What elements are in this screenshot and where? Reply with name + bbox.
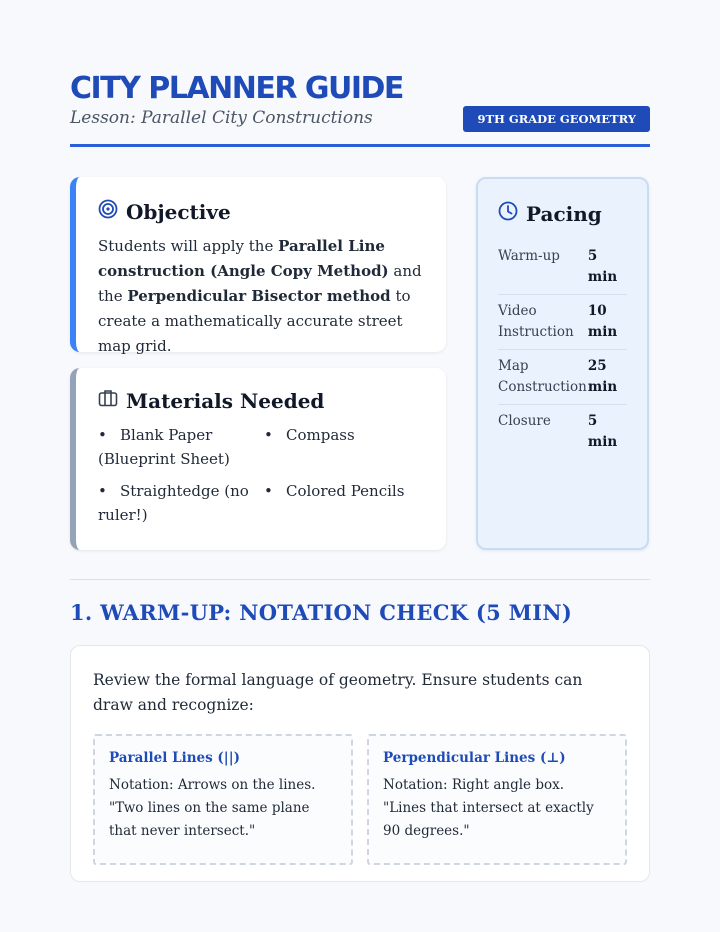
warmup-card — [70, 645, 650, 882]
list-item: • Colored Pencils — [264, 482, 405, 500]
briefcase-icon — [98, 388, 118, 413]
pacing-list — [498, 240, 627, 459]
list-item: • Compass — [264, 426, 355, 444]
objective-card — [70, 177, 446, 355]
pacing-row: Warm-up 5 min — [498, 240, 627, 295]
list-item: • Straightedge (no ruler!) — [98, 482, 249, 524]
notation-body: Notation: Right angle box. "Lines that intersect at exactly 90 degrees." — [383, 777, 594, 839]
notation-title: Perpendicular Lines (⊥) — [383, 750, 566, 766]
clock-icon — [498, 201, 518, 226]
materials-heading — [98, 388, 422, 413]
notation-body: Notation: Arrows on the lines. "Two lines on the same plane that never intersect." — [109, 777, 316, 839]
pacing-heading — [498, 201, 627, 226]
objective-text: Students will apply the Parallel Line construction (Angle Copy Method) and the Perpendicular Bisector method to create a mathematically accurate street map grid. — [98, 237, 422, 355]
list-item: • Blank Paper (Blueprint Sheet) — [98, 426, 230, 468]
warmup-intro: Review the formal language of geometry. Ensure students can draw and recognize: — [93, 671, 583, 714]
objective-heading — [98, 199, 422, 224]
section-divider — [70, 579, 650, 580]
materials-card — [70, 368, 446, 550]
warmup-section-title: 1. WARM-UP: NOTATION CHECK (5 MIN) — [70, 600, 573, 625]
materials-list — [98, 423, 422, 527]
grade-badge: 9TH GRADE GEOMETRY — [463, 106, 650, 132]
pacing-row: Video Instruction 10 min — [498, 295, 627, 350]
notation-title: Parallel Lines (||) — [109, 750, 240, 766]
page-title: CITY PLANNER GUIDE — [70, 71, 403, 106]
parallel-notation-box — [93, 734, 353, 865]
lesson-subtitle: Lesson: Parallel City Constructions — [70, 108, 373, 128]
notation-boxes — [93, 734, 627, 865]
pacing-title: Pacing — [526, 201, 602, 226]
pacing-card — [476, 177, 649, 550]
page-header — [70, 72, 650, 128]
target-icon — [98, 199, 118, 224]
header-divider — [70, 144, 650, 147]
pacing-row: Closure 5 min — [498, 413, 618, 450]
perpendicular-notation-box — [367, 734, 627, 865]
pacing-row: Map Construction 25 min — [498, 350, 627, 405]
objective-title: Objective — [126, 199, 231, 224]
materials-title: Materials Needed — [126, 388, 325, 413]
